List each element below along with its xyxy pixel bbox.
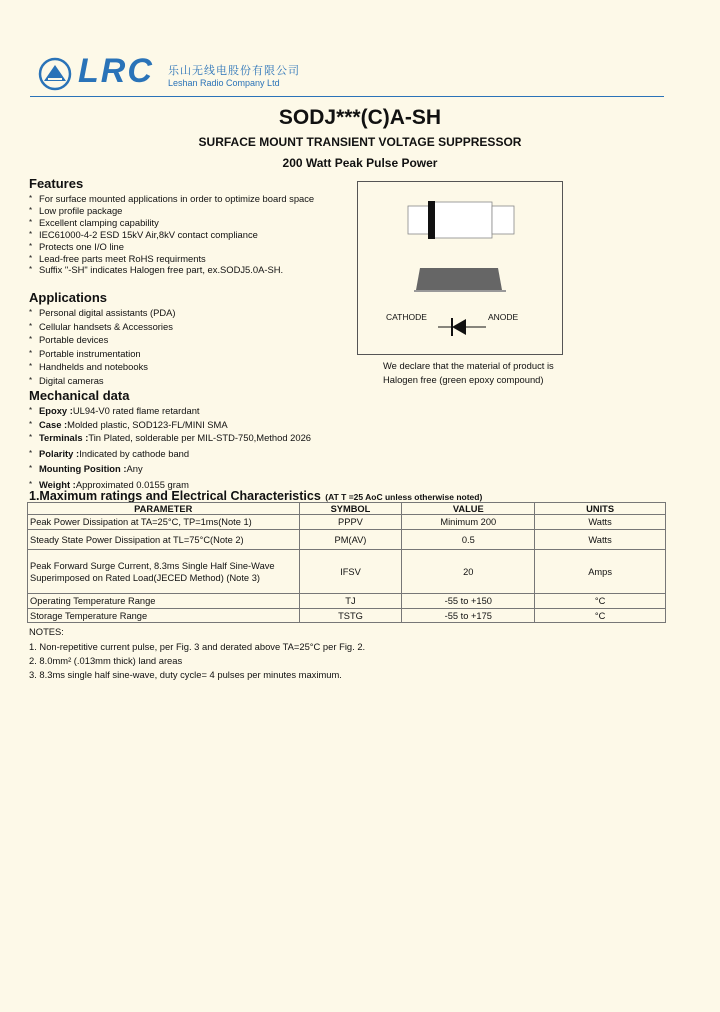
list-item: * IEC61000-4-2 ESD 15kV Air,8kV contact compliance (29, 228, 258, 240)
table-row (28, 594, 666, 609)
list-item: * Terminals : Tin Plated, solderable per MIL-STD-750,Method 2026 (29, 432, 312, 444)
cell-value: 20 (402, 550, 535, 594)
anode-label: ANODE (488, 312, 519, 322)
list-item: * Personal digital assistants (PDA) (29, 307, 176, 318)
package-figure (357, 181, 563, 355)
list-item: * Handhelds and notebooks (29, 361, 148, 373)
cell-parameter: Peak Power Dissipation at TA=25°C, TP=1ms(Note 1) (28, 515, 300, 530)
list-item: * Portable instrumentation (29, 347, 141, 359)
table-header-row (28, 503, 666, 515)
table-row (28, 515, 666, 530)
table-row (28, 609, 666, 623)
cell-symbol: TSTG (299, 609, 402, 623)
package-leads (414, 290, 506, 292)
pad-left (408, 206, 430, 234)
note-2: 2. 8.0mm² (.013mm thick) land areas (29, 655, 183, 666)
cathode-label: CATHODE (386, 312, 427, 322)
column-header: PARAMETER (28, 503, 300, 515)
notes-heading: NOTES: (29, 626, 64, 637)
list-item: * Cellular handsets & Accessories (29, 320, 173, 332)
cell-symbol: IFSV (299, 550, 402, 594)
mechanical-list (29, 404, 311, 492)
diode-arrow-icon (452, 319, 466, 335)
list-item: * Digital cameras (29, 374, 104, 386)
cell-units: Watts (535, 530, 666, 550)
list-item: * Protects one I/O line (29, 240, 124, 252)
column-header: SYMBOL (299, 503, 402, 515)
cell-symbol: PPPV (299, 515, 402, 530)
features-heading: Features (29, 176, 84, 191)
list-item: * Suffix "-SH" indicates Halogen free part, ex.SODJ5.0A-SH. (29, 264, 284, 276)
cathode-band (428, 201, 435, 239)
lrc-logo-icon (38, 57, 72, 91)
cell-parameter: Peak Forward Surge Current, 8.3ms Single Half Sine-Wave Superimposed on Rated Load(JECED Method) (Note 3) (28, 550, 300, 594)
halogen-declaration-1: We declare that the material of product is (383, 360, 554, 371)
ratings-condition: (AT T =25 AoC unless otherwise noted) (325, 492, 483, 502)
cell-symbol: TJ (299, 594, 402, 609)
cell-units: °C (535, 609, 666, 623)
pad-right (492, 206, 514, 234)
company-name-cn: 乐山无线电股份有限公司 (168, 65, 300, 77)
cell-parameter: Storage Temperature Range (28, 609, 300, 623)
package-body-side (416, 268, 502, 290)
page-subtitle-power: 200 Watt Peak Pulse Power (282, 156, 438, 170)
note-1: 1. Non-repetitive current pulse, per Fig. 3 and derated above TA=25°C per Fig. 2. (29, 641, 366, 652)
cell-parameter: Steady State Power Dissipation at TL=75°C(Note 2) (28, 530, 300, 550)
list-item: * Mounting Position : Any (29, 463, 143, 475)
list-item: * Weight : Approximated 0.0155 gram (29, 478, 189, 490)
ratings-table (27, 502, 666, 623)
page-title: SODJ***(C)A-SH (278, 106, 442, 129)
list-item: * Epoxy : UL94-V0 rated flame retardant (29, 405, 200, 416)
cell-value: -55 to +150 (402, 594, 535, 609)
company-name-en: Leshan Radio Company Ltd (168, 78, 280, 88)
cell-units: Amps (535, 550, 666, 594)
brand-name: LRC (78, 52, 154, 90)
list-item: * Portable devices (29, 334, 109, 346)
cell-value: 0.5 (402, 530, 535, 550)
applications-heading: Applications (29, 290, 108, 305)
cell-value: -55 to +175 (402, 609, 535, 623)
package-drawing (358, 182, 562, 354)
table-row (28, 550, 666, 594)
ratings-heading: 1.Maximum ratings and Electrical Characteristics (29, 489, 321, 503)
features-list (29, 193, 314, 276)
cell-parameter: Operating Temperature Range (28, 594, 300, 609)
table-row (28, 530, 666, 550)
cell-value: Minimum 200 (402, 515, 535, 530)
package-body-top (430, 202, 492, 238)
cell-units: °C (535, 594, 666, 609)
cell-symbol: PM(AV) (299, 530, 402, 550)
list-item: * Case : Molded plastic, SOD123-FL/MINI SMA (29, 418, 228, 430)
list-item: * Excellent clamping capability (29, 216, 159, 228)
halogen-declaration-2: Halogen free (green epoxy compound) (383, 374, 544, 385)
column-header: UNITS (535, 503, 666, 515)
list-item: * Polarity : Indicated by cathode band (29, 447, 190, 459)
list-item: * For surface mounted applications in order to optimize board space (29, 193, 315, 204)
mechanical-heading: Mechanical data (29, 388, 130, 403)
page-subtitle: SURFACE MOUNT TRANSIENT VOLTAGE SUPPRESSOR (198, 135, 522, 149)
header-divider (30, 96, 664, 97)
list-item: * Lead-free parts meet RoHS requirments (29, 252, 206, 264)
cell-units: Watts (535, 515, 666, 530)
list-item: * Low profile package (29, 204, 123, 216)
note-3: 3. 8.3ms single half sine-wave, duty cycle= 4 pulses per minutes maximum. (29, 669, 342, 680)
applications-list (29, 306, 176, 388)
column-header: VALUE (402, 503, 535, 515)
